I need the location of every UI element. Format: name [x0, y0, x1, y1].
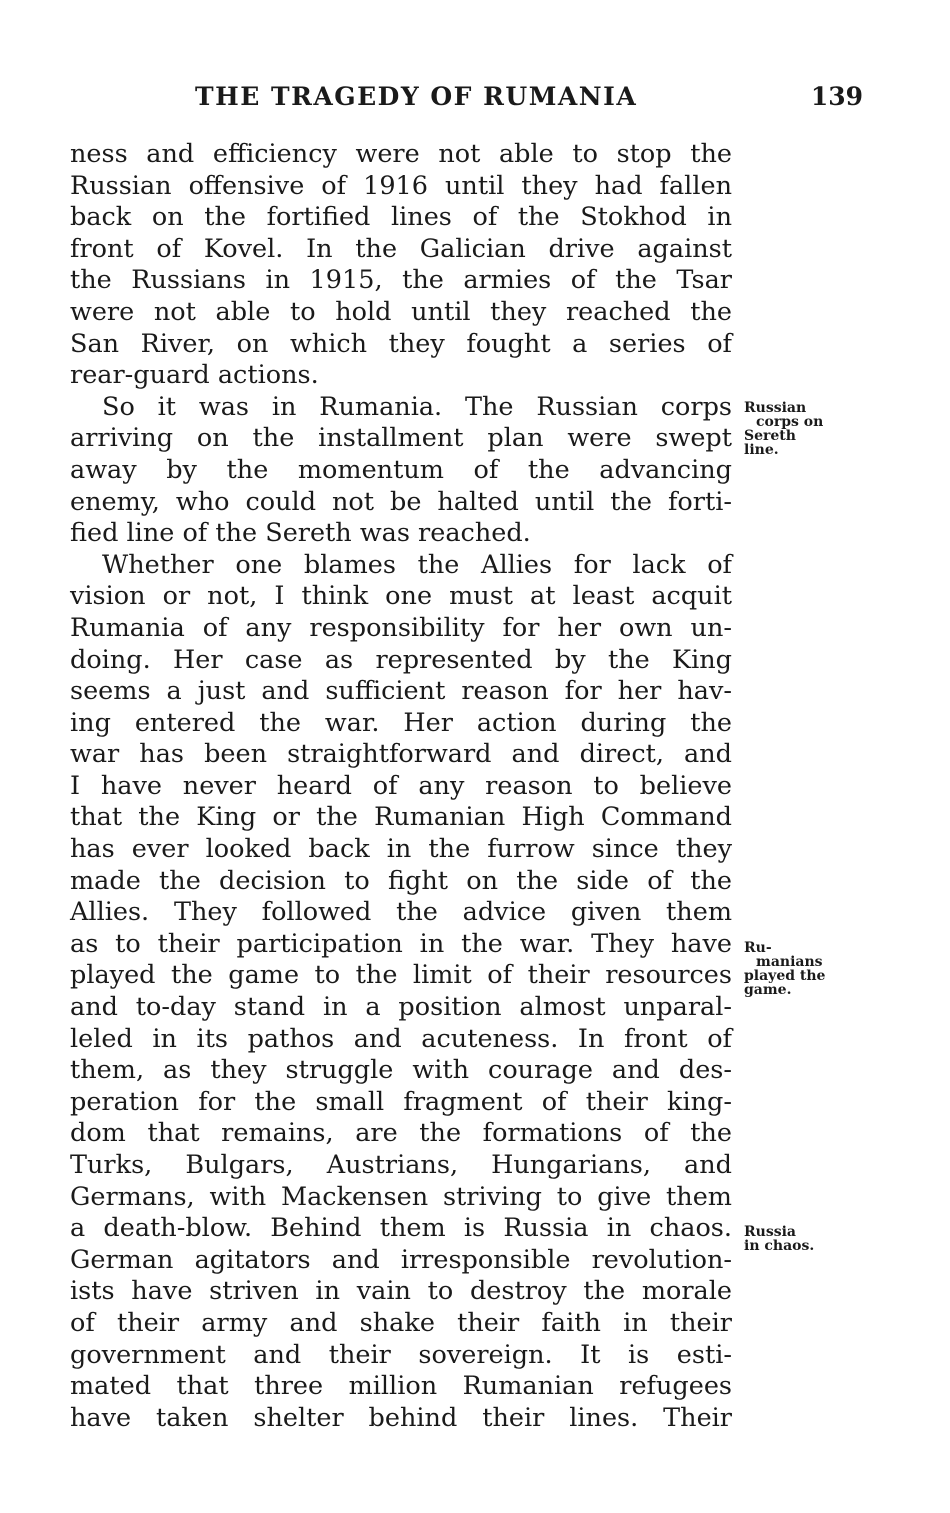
text-line: mated that three million Rumanian refugees: [70, 1371, 732, 1402]
sidenote-line: Russia: [744, 1224, 796, 1240]
text-line: peration for the small fragment of their king-: [70, 1086, 732, 1117]
text-line: have taken shelter behind their lines. Their: [70, 1402, 732, 1433]
sidenote-rumanians-played: [744, 941, 864, 997]
text-line: San River, on which they fought a series of: [70, 328, 732, 359]
sidenote-line: Sereth: [744, 428, 796, 444]
text-line: them, as they struggle with courage and des-: [70, 1055, 732, 1086]
text-line: dom that remains, are the formations of the: [70, 1118, 732, 1149]
text-line: government and their sovereign. It is esti-: [70, 1339, 732, 1370]
text-line: played the game to the limit of their resources: [70, 960, 732, 991]
text-line: enemy, who could not be halted until the forti-: [70, 486, 732, 517]
sidenote-line: Ru-: [744, 940, 772, 956]
text-line: Allies. They followed the advice given them: [70, 897, 732, 928]
body-text: [70, 139, 732, 1434]
text-line: that the King or the Rumanian High Command: [70, 802, 732, 833]
sidenote-line: game.: [744, 982, 792, 998]
sidenote-line: line.: [744, 442, 779, 458]
text-line: as to their participation in the war. They have: [70, 928, 732, 959]
text-line: and to-day stand in a position almost unparal-: [70, 992, 732, 1023]
text-line: Russian offensive of 1916 until they had fallen: [70, 170, 732, 201]
text-line: arriving on the installment plan were swept: [70, 423, 732, 454]
text-line: back on the fortified lines of the Stokhod in: [70, 202, 732, 233]
text-line: Rumania of any responsibility for her own un-: [70, 612, 732, 643]
paragraph: [70, 392, 732, 550]
text-line: has ever looked back in the furrow since they: [70, 834, 732, 865]
text-line: German agitators and irresponsible revolution-: [70, 1244, 732, 1275]
page-number: 139: [810, 82, 863, 111]
sidenote-line: Russian: [744, 400, 807, 416]
text-line: of their army and shake their faith in their: [70, 1307, 732, 1338]
text-line: vision or not, I think one must at least acquit: [70, 581, 732, 612]
text-line: I have never heard of any reason to believe: [70, 770, 732, 801]
text-line: war has been straightforward and direct, and: [70, 739, 732, 770]
paragraph: [70, 139, 732, 392]
text-line: front of Kovel. In the Galician drive against: [70, 233, 732, 264]
text-line: ists have striven in vain to destroy the morale: [70, 1276, 732, 1307]
running-title: THE TRAGEDY OF RUMANIA: [195, 82, 638, 111]
text-line: were not able to hold until they reached the: [70, 296, 732, 327]
text-line: Germans, with Mackensen striving to give them: [70, 1181, 732, 1212]
text-line: leled in its pathos and acuteness. In front of: [70, 1023, 732, 1054]
text-line: Whether one blames the Allies for lack of: [102, 549, 732, 580]
page-header: [195, 82, 863, 116]
text-line: fied line of the Sereth was reached.: [70, 518, 531, 549]
paragraph: [70, 550, 732, 1435]
text-line: ness and efficiency were not able to stop the: [70, 139, 732, 169]
sidenote-line: corps on: [756, 414, 824, 430]
sidenote-line: manians: [756, 954, 823, 970]
text-line: seems a just and sufficient reason for her hav-: [70, 676, 732, 707]
text-line: the Russians in 1915, the armies of the Tsar: [70, 265, 732, 296]
sidenote-line: in chaos.: [744, 1238, 815, 1254]
sidenote-russia-chaos: [744, 1225, 864, 1253]
text-line: Turks, Bulgars, Austrians, Hungarians, and: [70, 1150, 732, 1180]
sidenote-line: played the: [744, 968, 826, 984]
text-line: So it was in Rumania. The Russian corps: [102, 391, 732, 422]
text-line: ing entered the war. Her action during the: [70, 707, 732, 738]
text-line: a death-blow. Behind them is Russia in chaos.: [70, 1213, 732, 1244]
text-line: rear-guard actions.: [70, 360, 319, 391]
sidenote-russian-corps: [744, 401, 864, 457]
text-line: away by the momentum of the advancing: [70, 454, 732, 485]
text-line: made the decision to fight on the side of the: [70, 865, 732, 896]
text-line: doing. Her case as represented by the King: [70, 644, 732, 675]
